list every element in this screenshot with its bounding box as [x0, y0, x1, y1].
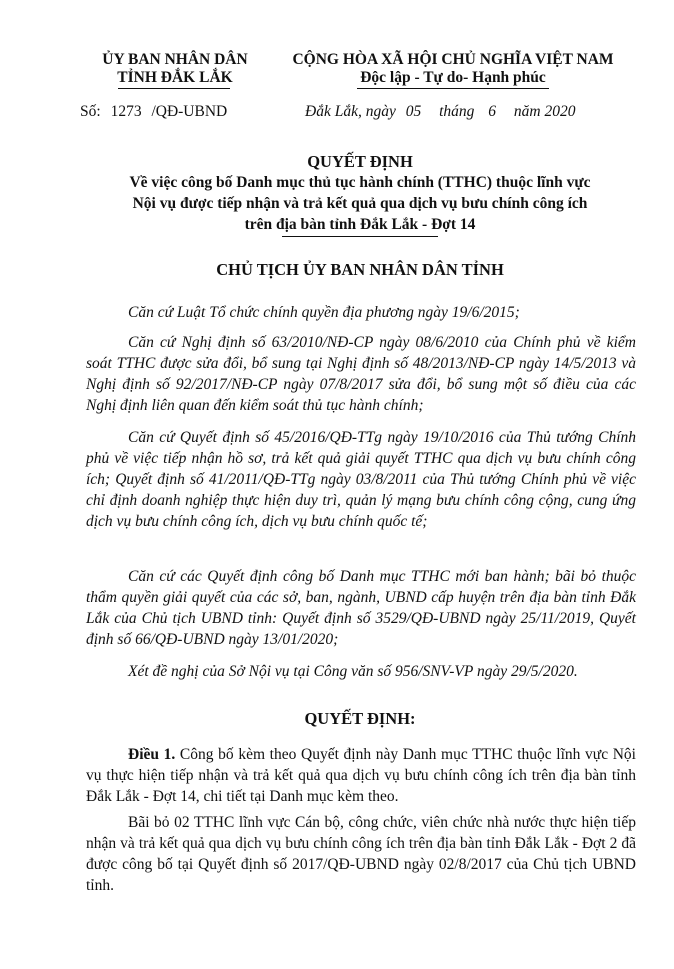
number-suffix: /QĐ-UBND	[151, 103, 228, 120]
article-1-paragraph-2: Bãi bỏ 02 TTHC lĩnh vực Cán bộ, công chức, viên chức nhà nước thực hiện tiếp nhận và trả kết quả qua dịch vụ bưu chính công ích trên địa bàn tỉnh Đắk Lắk - Đợt 2 đã được công bố tại Quyết định số 2017/QĐ-UBND ngày 02/8/2017 của Chủ tịch UBND tỉnh.	[86, 814, 636, 894]
org-name-line1: ỦY BAN NHÂN DÂN	[102, 51, 248, 68]
document-number	[80, 102, 280, 122]
national-title: CỘNG HÒA XÃ HỘI CHỦ NGHĨA VIỆT NAM	[292, 51, 614, 68]
article-1-text: Công bố kèm theo Quyết định này Danh mục TTHC thuộc lĩnh vực Nội vụ thực hiện tiếp nhận và trả kết quả qua dịch vụ bưu chính công ích trên địa bàn tỉnh Đắk Lắk - Đợt 14, chi tiết tại Danh mục kèm theo.	[86, 746, 636, 805]
article-1-label: Điều 1.	[128, 746, 176, 763]
legal-basis-4: Căn cứ các Quyết định công bố Danh mục TTHC mới ban hành; bãi bỏ thuộc thẩm quyền giải quyết của các sở, ban, ngành, UBND cấp huyện trên địa bàn tỉnh Đắk Lắk của Chủ tịch UBND tỉnh: Quyết định số 3529/QĐ-UBND ngày 25/11/2019, Quyết định số 66/QĐ-UBND ngày 13/01/2020;	[86, 568, 636, 648]
legal-basis-3: Căn cứ Quyết định số 45/2016/QĐ-TTg ngày 19/10/2016 của Thủ tướng Chính phủ về việc tiếp nhận hồ sơ, trả kết quả giải quyết TTHC qua dịch vụ bưu chính công ích; Quyết định số 41/2011/QĐ-TTg ngày 03/8/2011 của Thủ tướng Chính phủ về việc chỉ định doanh nghiệp thực hiện duy trì, quản lý mạng bưu chính công cộng, cung ứng dịch vụ bưu chính công ích, dịch vụ bưu chính quốc tế;	[86, 429, 636, 530]
number-value: 1273	[110, 103, 142, 120]
legal-basis-2: Căn cứ Nghị định số 63/2010/NĐ-CP ngày 08/6/2010 của Chính phủ về kiểm soát TTHC được sửa đổi, bổ sung tại Nghị định số 48/2013/NĐ-CP ngày 14/5/2013 và Nghị định số 92/2017/NĐ-CP ngày 07/8/2017 sửa đổi, bổ sung một số điều của các Nghị định liên quan đến kiểm soát thủ tục hành chính;	[86, 334, 636, 414]
subject-line3: trên địa bàn tỉnh Đắk Lắk - Đợt 14	[244, 216, 476, 233]
legal-basis-1: Căn cứ Luật Tổ chức chính quyền địa phương ngày 19/6/2015;	[128, 304, 520, 321]
org-underline	[118, 88, 230, 89]
decision-heading: QUYẾT ĐỊNH:	[304, 709, 416, 728]
article-1	[86, 744, 636, 807]
month-label: tháng	[439, 103, 475, 120]
number-prefix: Số:	[80, 103, 101, 120]
place-date-prefix: Đắk Lắk, ngày	[305, 103, 396, 120]
title-underline	[282, 236, 438, 237]
proposal-basis: Xét đề nghị của Sở Nội vụ tại Công văn số 956/SNV-VP ngày 29/5/2020.	[128, 663, 578, 680]
year-label: năm 2020	[513, 103, 576, 120]
org-name-line2: TỈNH ĐẮK LẮK	[117, 69, 233, 86]
date-month: 6	[488, 103, 497, 120]
national-motto: Độc lập - Tự do- Hạnh phúc	[360, 69, 546, 86]
subject-line2: Nội vụ được tiếp nhận và trả kết quả qua dịch vụ bưu chính công ích	[132, 195, 588, 212]
decision-title: QUYẾT ĐỊNH	[307, 152, 413, 171]
place-date	[305, 102, 645, 122]
motto-underline	[357, 88, 549, 89]
issuing-authority: CHỦ TỊCH ỦY BAN NHÂN DÂN TỈNH	[216, 260, 504, 279]
date-day: 05	[405, 103, 422, 120]
subject-line1: Về việc công bố Danh mục thủ tục hành chính (TTHC) thuộc lĩnh vực	[129, 174, 591, 191]
